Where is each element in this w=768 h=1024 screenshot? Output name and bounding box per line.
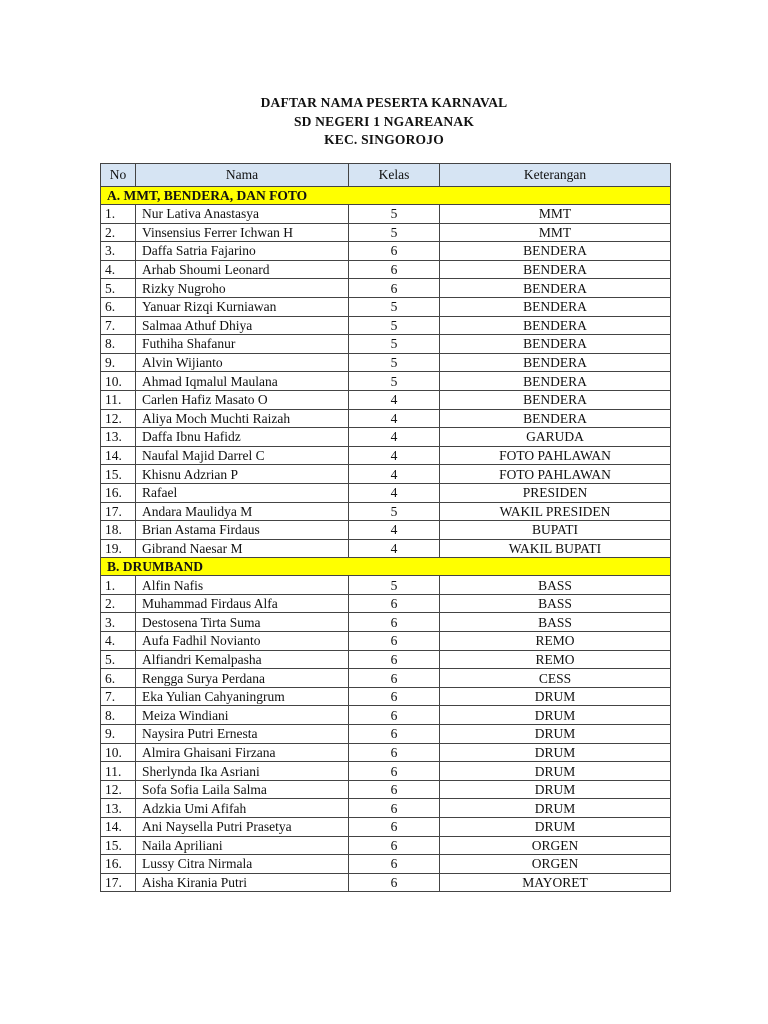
- cell-kelas: 6: [349, 669, 440, 688]
- section-row: [101, 187, 671, 205]
- cell-kelas: 6: [349, 725, 440, 744]
- table-row: [101, 576, 671, 595]
- cell-kelas: 6: [349, 242, 440, 261]
- cell-nama: Alfin Nafis: [136, 576, 349, 595]
- cell-nama: Khisnu Adzrian P: [136, 465, 349, 484]
- table-row: [101, 780, 671, 799]
- cell-nama: Naufal Majid Darrel C: [136, 446, 349, 465]
- cell-nama: Yanuar Rizqi Kurniawan: [136, 297, 349, 316]
- cell-no: 11.: [101, 390, 136, 409]
- cell-keterangan: BENDERA: [440, 316, 671, 335]
- cell-no: 10.: [101, 372, 136, 391]
- column-header-kelas: Kelas: [349, 164, 440, 187]
- cell-no: 7.: [101, 316, 136, 335]
- cell-no: 19.: [101, 539, 136, 558]
- cell-no: 1.: [101, 576, 136, 595]
- cell-nama: Rengga Surya Perdana: [136, 669, 349, 688]
- cell-kelas: 4: [349, 465, 440, 484]
- table-row: [101, 446, 671, 465]
- table-row: [101, 725, 671, 744]
- cell-nama: Futhiha Shafanur: [136, 335, 349, 354]
- table-row: [101, 335, 671, 354]
- cell-nama: Naila Apriliani: [136, 836, 349, 855]
- cell-nama: Sofa Sofia Laila Salma: [136, 780, 349, 799]
- cell-kelas: 5: [349, 223, 440, 242]
- table-row: [101, 855, 671, 874]
- cell-keterangan: GARUDA: [440, 428, 671, 447]
- cell-no: 15.: [101, 836, 136, 855]
- cell-no: 13.: [101, 428, 136, 447]
- cell-no: 11.: [101, 762, 136, 781]
- cell-no: 9.: [101, 725, 136, 744]
- table-row: [101, 279, 671, 298]
- cell-keterangan: BENDERA: [440, 353, 671, 372]
- cell-keterangan: DRUM: [440, 725, 671, 744]
- table-row: [101, 836, 671, 855]
- column-header-no: No: [101, 164, 136, 187]
- cell-nama: Gibrand Naesar M: [136, 539, 349, 558]
- cell-keterangan: BASS: [440, 594, 671, 613]
- cell-nama: Meiza Windiani: [136, 706, 349, 725]
- cell-keterangan: BENDERA: [440, 372, 671, 391]
- cell-kelas: 5: [349, 297, 440, 316]
- cell-keterangan: DRUM: [440, 818, 671, 837]
- cell-kelas: 6: [349, 836, 440, 855]
- cell-keterangan: WAKIL PRESIDEN: [440, 502, 671, 521]
- cell-kelas: 6: [349, 706, 440, 725]
- cell-kelas: 6: [349, 743, 440, 762]
- cell-kelas: 4: [349, 483, 440, 502]
- cell-kelas: 6: [349, 613, 440, 632]
- section-label: B. DRUMBAND: [101, 558, 671, 576]
- cell-nama: Carlen Hafiz Masato O: [136, 390, 349, 409]
- table-row: [101, 372, 671, 391]
- table-row: [101, 502, 671, 521]
- cell-keterangan: BENDERA: [440, 297, 671, 316]
- cell-kelas: 4: [349, 409, 440, 428]
- cell-kelas: 5: [349, 316, 440, 335]
- column-header-keterangan: Keterangan: [440, 164, 671, 187]
- cell-kelas: 6: [349, 260, 440, 279]
- table-body: [101, 187, 671, 892]
- cell-no: 5.: [101, 279, 136, 298]
- cell-no: 16.: [101, 855, 136, 874]
- cell-keterangan: WAKIL BUPATI: [440, 539, 671, 558]
- cell-kelas: 5: [349, 576, 440, 595]
- cell-kelas: 6: [349, 855, 440, 874]
- cell-kelas: 5: [349, 372, 440, 391]
- cell-no: 14.: [101, 818, 136, 837]
- cell-nama: Naysira Putri Ernesta: [136, 725, 349, 744]
- cell-kelas: 5: [349, 353, 440, 372]
- cell-keterangan: PRESIDEN: [440, 483, 671, 502]
- cell-no: 13.: [101, 799, 136, 818]
- table-row: [101, 706, 671, 725]
- cell-no: 5.: [101, 650, 136, 669]
- cell-nama: Salmaa Athuf Dhiya: [136, 316, 349, 335]
- document-title-block: [0, 94, 768, 150]
- cell-keterangan: CESS: [440, 669, 671, 688]
- cell-no: 9.: [101, 353, 136, 372]
- table-row: [101, 260, 671, 279]
- table-row: [101, 316, 671, 335]
- cell-no: 8.: [101, 706, 136, 725]
- cell-nama: Daffa Ibnu Hafidz: [136, 428, 349, 447]
- cell-nama: Brian Astama Firdaus: [136, 521, 349, 540]
- cell-no: 16.: [101, 483, 136, 502]
- cell-kelas: 6: [349, 780, 440, 799]
- cell-no: 12.: [101, 409, 136, 428]
- column-header-nama: Nama: [136, 164, 349, 187]
- cell-keterangan: BUPATI: [440, 521, 671, 540]
- cell-keterangan: BENDERA: [440, 409, 671, 428]
- cell-kelas: 6: [349, 818, 440, 837]
- cell-nama: Ahmad Iqmalul Maulana: [136, 372, 349, 391]
- cell-no: 18.: [101, 521, 136, 540]
- cell-nama: Ani Naysella Putri Prasetya: [136, 818, 349, 837]
- cell-keterangan: DRUM: [440, 687, 671, 706]
- cell-keterangan: BENDERA: [440, 242, 671, 261]
- cell-kelas: 5: [349, 335, 440, 354]
- participant-table: [100, 163, 671, 892]
- table-row: [101, 465, 671, 484]
- table-row: [101, 687, 671, 706]
- cell-no: 8.: [101, 335, 136, 354]
- cell-kelas: 6: [349, 873, 440, 892]
- table-row: [101, 743, 671, 762]
- cell-nama: Alfiandri Kemalpasha: [136, 650, 349, 669]
- table-header-row: [101, 164, 671, 187]
- cell-nama: Rafael: [136, 483, 349, 502]
- table-row: [101, 799, 671, 818]
- cell-nama: Eka Yulian Cahyaningrum: [136, 687, 349, 706]
- cell-keterangan: BENDERA: [440, 260, 671, 279]
- cell-kelas: 6: [349, 650, 440, 669]
- cell-kelas: 6: [349, 279, 440, 298]
- table-row: [101, 483, 671, 502]
- cell-nama: Muhammad Firdaus Alfa: [136, 594, 349, 613]
- school-name: SD NEGERI 1 NGAREANAK: [293, 113, 475, 129]
- table-row: [101, 428, 671, 447]
- cell-keterangan: ORGEN: [440, 836, 671, 855]
- cell-nama: Arhab Shoumi Leonard: [136, 260, 349, 279]
- cell-keterangan: MAYORET: [440, 873, 671, 892]
- cell-no: 10.: [101, 743, 136, 762]
- table-row: [101, 650, 671, 669]
- cell-keterangan: DRUM: [440, 743, 671, 762]
- cell-no: 12.: [101, 780, 136, 799]
- table-row: [101, 762, 671, 781]
- table-row: [101, 409, 671, 428]
- document-title: DAFTAR NAMA PESERTA KARNAVAL: [260, 95, 508, 110]
- cell-nama: Nur Lativa Anastasya: [136, 205, 349, 224]
- cell-nama: Adzkia Umi Afifah: [136, 799, 349, 818]
- table-row: [101, 539, 671, 558]
- cell-no: 15.: [101, 465, 136, 484]
- cell-keterangan: DRUM: [440, 706, 671, 725]
- cell-nama: Vinsensius Ferrer Ichwan H: [136, 223, 349, 242]
- cell-nama: Almira Ghaisani Firzana: [136, 743, 349, 762]
- cell-nama: Destosena Tirta Suma: [136, 613, 349, 632]
- cell-no: 6.: [101, 297, 136, 316]
- cell-nama: Andara Maulidya M: [136, 502, 349, 521]
- table-row: [101, 242, 671, 261]
- cell-keterangan: DRUM: [440, 762, 671, 781]
- cell-kelas: 6: [349, 762, 440, 781]
- cell-kelas: 5: [349, 205, 440, 224]
- cell-kelas: 6: [349, 632, 440, 651]
- cell-nama: Sherlynda Ika Asriani: [136, 762, 349, 781]
- cell-keterangan: FOTO PAHLAWAN: [440, 465, 671, 484]
- cell-kelas: 4: [349, 446, 440, 465]
- cell-no: 3.: [101, 242, 136, 261]
- cell-keterangan: BASS: [440, 613, 671, 632]
- cell-keterangan: DRUM: [440, 799, 671, 818]
- cell-no: 14.: [101, 446, 136, 465]
- cell-keterangan: BASS: [440, 576, 671, 595]
- table-row: [101, 594, 671, 613]
- cell-no: 2.: [101, 223, 136, 242]
- cell-kelas: 4: [349, 390, 440, 409]
- cell-no: 17.: [101, 873, 136, 892]
- cell-no: 3.: [101, 613, 136, 632]
- cell-nama: Lussy Citra Nirmala: [136, 855, 349, 874]
- cell-nama: Aufa Fadhil Novianto: [136, 632, 349, 651]
- cell-nama: Daffa Satria Fajarino: [136, 242, 349, 261]
- cell-no: 2.: [101, 594, 136, 613]
- cell-nama: Alvin Wijianto: [136, 353, 349, 372]
- cell-keterangan: MMT: [440, 205, 671, 224]
- cell-keterangan: FOTO PAHLAWAN: [440, 446, 671, 465]
- cell-no: 17.: [101, 502, 136, 521]
- cell-keterangan: BENDERA: [440, 279, 671, 298]
- cell-no: 1.: [101, 205, 136, 224]
- cell-nama: Aisha Kirania Putri: [136, 873, 349, 892]
- cell-keterangan: REMO: [440, 650, 671, 669]
- cell-no: 4.: [101, 632, 136, 651]
- cell-keterangan: ORGEN: [440, 855, 671, 874]
- cell-nama: Rizky Nugroho: [136, 279, 349, 298]
- table-row: [101, 390, 671, 409]
- table-row: [101, 205, 671, 224]
- cell-keterangan: MMT: [440, 223, 671, 242]
- table-row: [101, 632, 671, 651]
- cell-no: 7.: [101, 687, 136, 706]
- section-row: [101, 558, 671, 576]
- cell-kelas: 4: [349, 428, 440, 447]
- table-row: [101, 613, 671, 632]
- cell-kelas: 4: [349, 521, 440, 540]
- cell-keterangan: BENDERA: [440, 335, 671, 354]
- table-row: [101, 818, 671, 837]
- table-row: [101, 521, 671, 540]
- table-row: [101, 669, 671, 688]
- cell-kelas: 6: [349, 594, 440, 613]
- table-row: [101, 873, 671, 892]
- cell-no: 4.: [101, 260, 136, 279]
- cell-keterangan: REMO: [440, 632, 671, 651]
- cell-kelas: 4: [349, 539, 440, 558]
- table-row: [101, 353, 671, 372]
- cell-no: 6.: [101, 669, 136, 688]
- cell-kelas: 5: [349, 502, 440, 521]
- cell-kelas: 6: [349, 799, 440, 818]
- cell-nama: Aliya Moch Muchti Raizah: [136, 409, 349, 428]
- cell-keterangan: DRUM: [440, 780, 671, 799]
- table-row: [101, 223, 671, 242]
- district-name: KEC. SINGOROJO: [324, 132, 444, 147]
- cell-keterangan: BENDERA: [440, 390, 671, 409]
- section-label: A. MMT, BENDERA, DAN FOTO: [101, 187, 671, 205]
- table-row: [101, 297, 671, 316]
- cell-kelas: 6: [349, 687, 440, 706]
